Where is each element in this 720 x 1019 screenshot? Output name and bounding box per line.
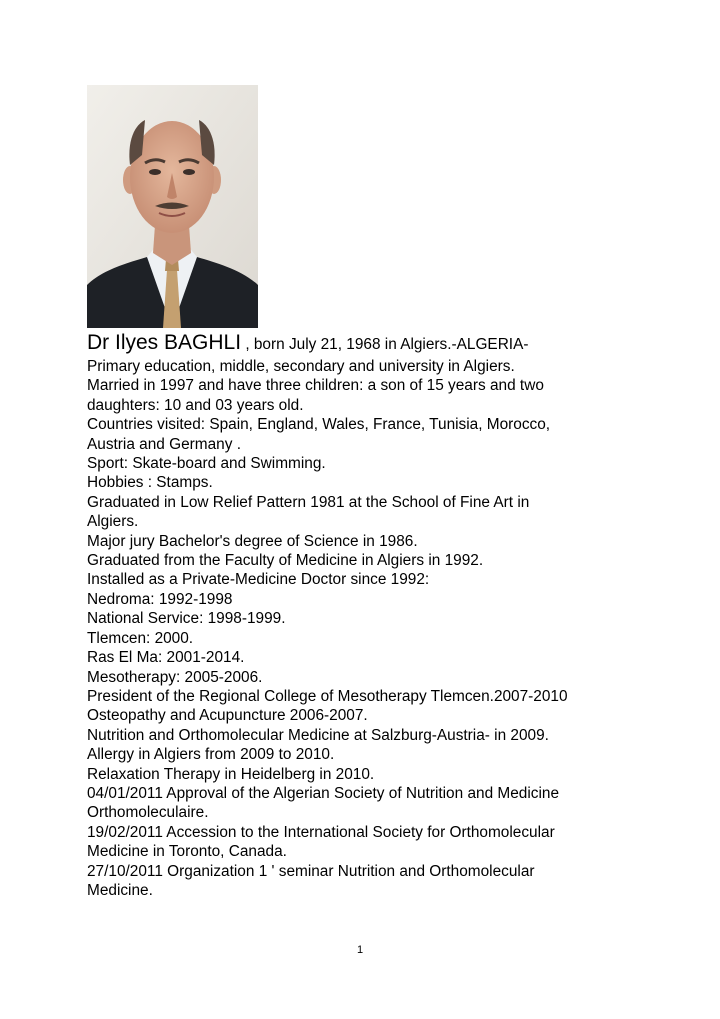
bio-line: Algiers. [87,513,139,531]
bio-line: Nutrition and Orthomolecular Medicine at Salzburg-Austria- in 2009. [87,726,549,744]
bio-line: Nedroma: 1992-1998 [87,590,233,608]
bio-line: Relaxation Therapy in Heidelberg in 2010. [87,765,375,783]
bio-line: Sport: Skate-board and Swimming. [87,455,326,473]
bio-line: Osteopathy and Acupuncture 2006-2007. [87,707,368,725]
bio-line: Major jury Bachelor's degree of Science in 1986. [87,532,418,550]
bio-line: Medicine in Toronto, Canada. [87,843,287,861]
bio-line: President of the Regional College of Mesotherapy Tlemcen.2007-2010 [87,687,568,705]
bio-line: Tlemcen: 2000. [87,629,194,647]
bio-line: Graduated in Low Relief Pattern 1981 at the School of Fine Art in [87,493,530,511]
bio-line: Primary education, middle, secondary and university in Algiers. [87,358,515,375]
bio-line: Installed as a Private-Medicine Doctor since 1992: [87,571,430,589]
bio-line: 27/10/2011 Organization 1 ' seminar Nutrition and Orthomolecular [87,862,535,880]
bio-line: Countries visited: Spain, England, Wales, France, Tunisia, Morocco, [87,416,551,434]
bio-line: Allergy in Algiers from 2009 to 2010. [87,746,335,764]
person-name: Dr Ilyes BAGHLI [87,331,242,354]
bio-line: Medicine. [87,881,153,899]
bio-line: 19/02/2011 Accession to the International Society for Orthomolecular [87,823,555,841]
bio-line: Married in 1997 and have three children: a son of 15 years and two [87,377,544,395]
bio-line: Graduated from the Faculty of Medicine in Algiers in 1992. [87,552,484,570]
bio-line: daughters: 10 and 03 years old. [87,396,304,414]
bio-line: 04/01/2011 Approval of the Algerian Society of Nutrition and Medicine [87,784,559,802]
bio-line: Austria and Germany . [87,435,241,453]
bio-line: National Service: 1998-1999. [87,610,286,628]
headline [87,331,687,357]
bio-line: Hobbies : Stamps. [87,474,213,492]
bio-line: Orthomoleculaire. [87,804,209,822]
bio-line: Ras El Ma: 2001-2014. [87,649,245,667]
birth-info: , born July 21, 1968 in Algiers.-ALGERIA- [241,336,529,353]
bio-line: Mesotherapy: 2005-2006. [87,668,263,686]
page-number: 1 [356,944,364,956]
portrait-illustration [87,85,258,328]
portrait-photo [87,85,258,328]
biography-text [87,331,687,900]
